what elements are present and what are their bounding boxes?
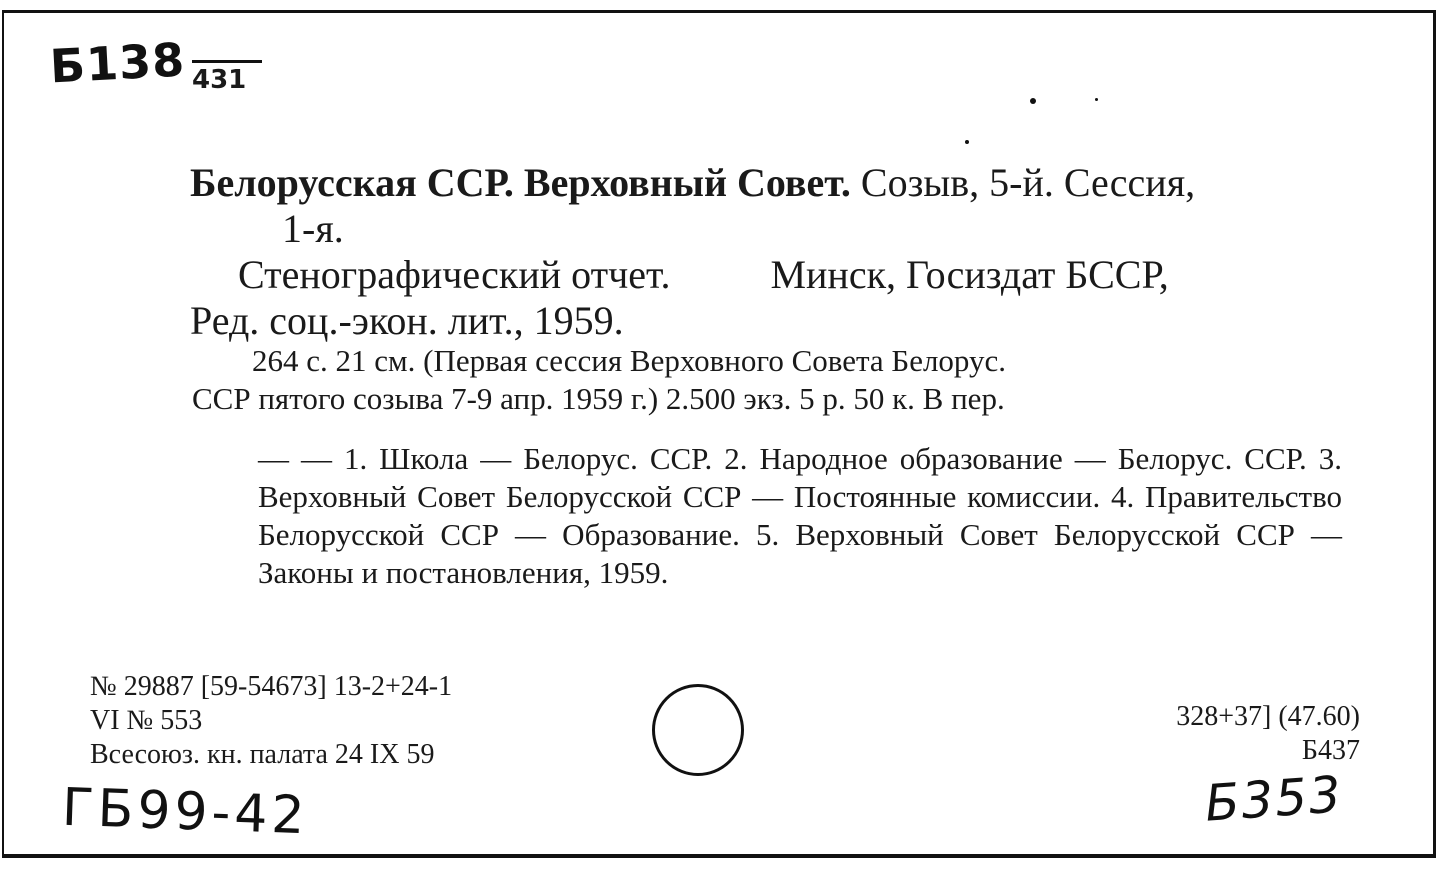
subject-headings [192,440,1342,592]
corporate-author: Белорусская ССР. Верховный Совет. [190,160,851,205]
registry-line-3: Всесоюз. кн. палата 24 IX 59 [90,739,435,770]
shelfmark-handwritten: Б138 [48,32,187,94]
description-line-1: 264 с. 21 см. (Первая сессия Верховного Совета Белорус. [252,343,1007,378]
punch-hole-circle [652,684,744,776]
heading-session: Созыв, 5-й. Сессия, [860,160,1196,205]
speck [965,140,969,144]
work-title: Стенографический отчет. [238,252,671,297]
heading-line-3 [190,252,1380,298]
speck [1095,98,1098,101]
imprint-place: Минск, Госиздат БССР, [770,252,1169,297]
description-line-2: ССР пятого созыва 7-9 апр. 1959 г.) 2.500 экз. 5 р. 50 к. В пер. [192,381,1005,416]
card-heading [190,160,1380,344]
physical-description [192,342,1342,418]
registry-line-1: № 29887 [59-54673] 13-2+24-1 [90,671,453,702]
classification-codes [1176,700,1360,768]
registry-block [90,670,452,772]
heading-line-2: 1-я. [282,206,344,251]
heading-line-4: Ред. соц.-экон. лит., 1959. [190,298,624,343]
speck [1030,98,1036,104]
handwritten-inventory-right: Б353 [1203,765,1345,833]
heading-line-1 [190,160,1380,206]
shelfmark-fraction [192,60,262,95]
handwritten-inventory-left: ГБ99-42 [61,777,310,847]
shelfmark-denominator: 431 [192,65,247,95]
codes-line-1: 328+37] (47.60) [1176,701,1360,732]
subjects-text: — — 1. Школа — Белорус. ССР. 2. Народное образование — Белорус. ССР. 3. Верховный Совет Белорусской ССР — Постоянные комиссии. 4. Правительство Белорусской ССР — Образование. 5. Верховный Совет Белорусской ССР — Законы и постановления, 1959. [258,441,1342,590]
codes-line-2: Б437 [1301,735,1360,766]
registry-line-2: VI № 553 [90,705,203,736]
fraction-bar [192,60,262,63]
